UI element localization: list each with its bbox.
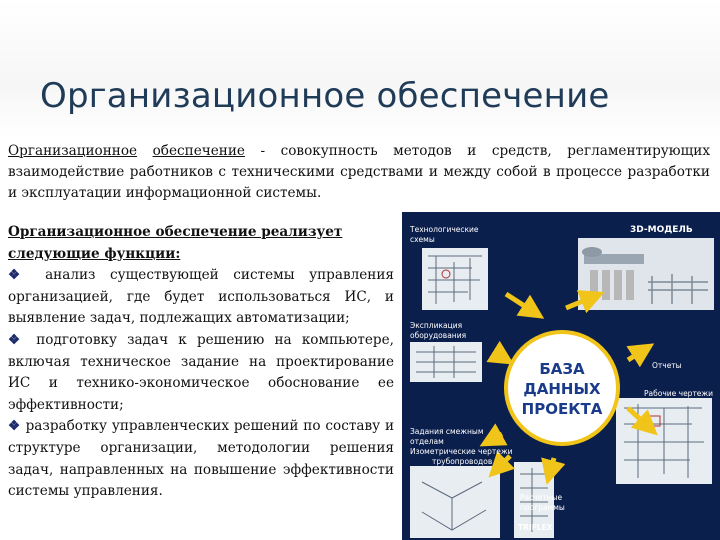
label-model-3d: 3D-МОДЕЛЬ xyxy=(630,225,693,235)
function-item-text: анализ существующей системы управления организацией, где будет использоваться ИС, и выявление задач, подлежащих автоматизации; xyxy=(8,267,395,327)
equipment-thumbnail xyxy=(410,342,482,382)
label-drawings: Рабочие чертежи xyxy=(644,389,714,398)
definition-term-1: Организационное xyxy=(8,143,138,159)
label-calc-2: программы xyxy=(520,503,565,512)
label-isometric-2: трубопроводов xyxy=(432,457,493,466)
label-equipment-2: оборудования xyxy=(410,331,467,340)
function-item-text: разработку управленческих решений по составу и структуре организации, методологии решения задач, направленных на повышение эффективности системы управления. xyxy=(8,418,395,500)
label-calc-1: Расчетные xyxy=(520,493,563,502)
label-triflex: TRIFLEX xyxy=(518,523,553,532)
isometric-thumbnail xyxy=(410,466,500,538)
definition-paragraph xyxy=(8,141,710,204)
model-3d-thumbnail xyxy=(578,238,714,310)
tech-schemes-thumbnail xyxy=(422,248,488,310)
function-item-1 xyxy=(8,265,394,330)
label-isometric-1: Изометрические чертежи xyxy=(410,447,513,456)
title-band xyxy=(0,0,720,140)
function-item-text: подготовку задач к решению на компьютере, включая техническое задание на проектирование ИС и технико-экономическое обоснование ее эффективности; xyxy=(8,331,394,413)
bullet-icon: ❖ xyxy=(8,418,21,435)
bullet-icon: ❖ xyxy=(8,331,27,348)
center-line-1: БАЗА xyxy=(539,360,585,378)
label-equipment-1: Экспликация xyxy=(410,321,463,330)
function-item-2 xyxy=(8,330,394,416)
definition-body: - совокупность методов и средств, регламентирующих взаимодействие работников с техническими средствами и между собой в процессе разработки и эксплуатации информационной системы. xyxy=(8,143,710,201)
project-database-circle xyxy=(506,332,618,444)
project-database-diagram xyxy=(402,212,720,540)
functions-list xyxy=(8,222,394,503)
label-tasks-2: отделам xyxy=(410,437,444,446)
label-tech-schemes-1: Технологические xyxy=(410,225,479,234)
center-line-3: ПРОЕКТА xyxy=(521,400,603,418)
definition-term-2: обеспечение xyxy=(152,143,245,159)
slide-title: Организационное обеспечение xyxy=(40,76,610,116)
label-tasks-1: Задания смежным xyxy=(410,427,484,436)
center-line-2: ДАННЫХ xyxy=(523,380,601,398)
bullet-icon: ❖ xyxy=(8,267,31,284)
label-reports: Отчеты xyxy=(652,361,682,370)
function-item-3 xyxy=(8,416,394,502)
functions-heading: Организационное обеспечение реализует следующие функции: xyxy=(8,224,343,262)
label-tech-schemes-2: схемы xyxy=(410,235,435,244)
